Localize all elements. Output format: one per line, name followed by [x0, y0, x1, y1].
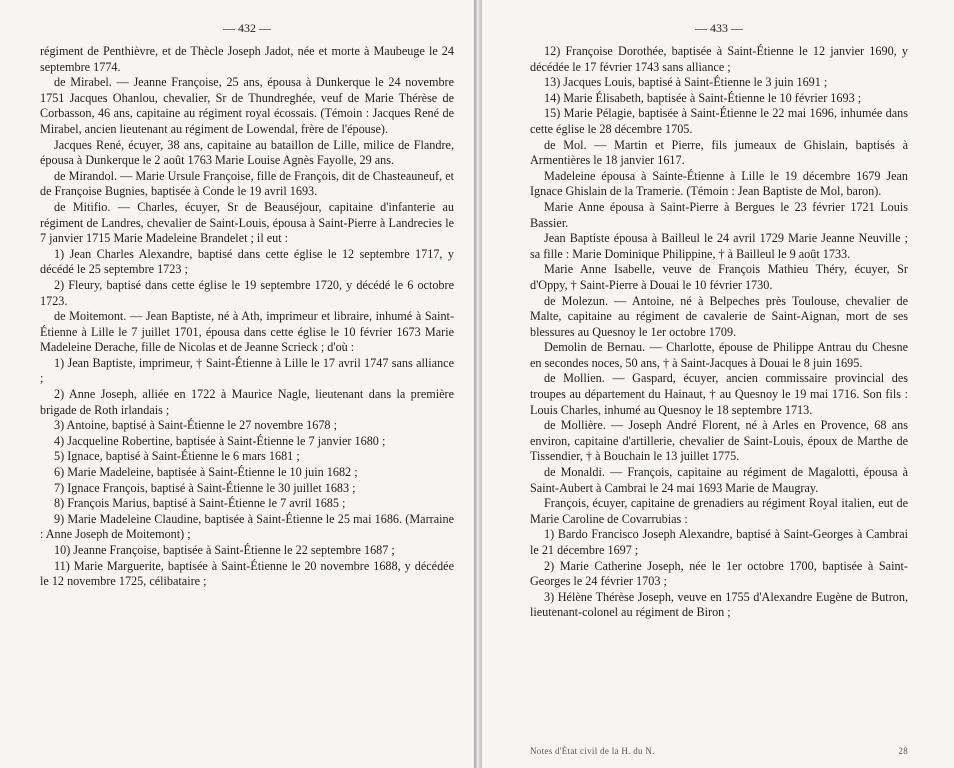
list-item: 8) François Marius, baptisé à Saint-Étienne le 7 avril 1685 ;	[54, 496, 346, 511]
list-item: 11) Marie Marguerite, baptisée à Saint-Étienne le 20 novembre 1688, y décédée le 12 novembre 1725, célibataire ;	[40, 558, 454, 589]
list-item: 1) Jean Charles Alexandre, baptisé dans cette église le 12 septembre 1717, y décédé le 25 septembre 1723 ;	[40, 246, 454, 277]
paragraph: Marie Anne épousa à Saint-Pierre à Bergues le 23 février 1721 Louis Bassier.	[530, 199, 908, 230]
paragraph: de Mollien. — Gaspard, écuyer, ancien commissaire provincial des troupes au département du Hainaut, † au Quesnoy le 19 mai 1716. Son fils : Louis Charles, inhumé au Quesnoy le 18 septembre 1713.	[530, 371, 908, 417]
page-number: — 432 —	[223, 21, 271, 35]
paragraph: de Mollière. — Joseph André Florent, né à Arles en Provence, 68 ans environ, capitaine d'artillerie, chevalier de Saint-Louis, époux de Marthe de Tissendier, † à Bouchain le 13 juillet 1775.	[530, 418, 908, 464]
footer-note: Notes d'État civil de la H. du N.	[530, 746, 655, 756]
paragraph: Marie Anne Isabelle, veuve de François Mathieu Théry, écuyer, Sr d'Oppy, † Saint-Pierre à Douai le 10 février 1730.	[530, 262, 908, 292]
paragraph: Jean Baptiste épousa à Bailleul le 24 avril 1729 Marie Jeanne Neuville ; sa fille : Marie Dominique Philippine, † à Bailleul le 9 août 1733.	[530, 231, 908, 261]
paragraph: de Mol. — Martin et Pierre, fils jumeaux de Ghislain, baptisés à Armentières le 18 janvier 1617.	[530, 137, 908, 168]
list-item: 2) Fleury, baptisé dans cette église le 19 septembre 1720, y décédé le 6 octobre 1723.	[40, 277, 454, 308]
list-item: 7) Ignace François, baptisé à Saint-Étienne le 30 juillet 1683 ;	[54, 480, 356, 495]
page-text	[530, 44, 908, 621]
list-item: 1) Jean Baptiste, imprimeur, † Saint-Étienne à Lille le 17 avril 1747 sans alliance ;	[40, 355, 454, 386]
paragraph: de Moitemont. — Jean Baptiste, né à Ath, imprimeur et libraire, inhumé à Saint-Étienne à Lille le 7 juillet 1701, épousa dans cette église le 10 février 1673 Marie Madeleine Derache, fille de Nicolas et de Jeanne Scrieck ; d'où :	[40, 309, 454, 355]
page-number: — 433 —	[695, 21, 743, 35]
list-item: 9) Marie Madeleine Claudine, baptisée à Saint-Étienne le 25 mai 1686. (Marraine : Anne Joseph de Moitemont) ;	[40, 511, 454, 542]
paragraph: de Mirandol. — Marie Ursule Françoise, fille de François, dit de Chasteauneuf, et de Françoise Bugnies, baptisée à Conde le 19 avril 1693.	[40, 168, 454, 199]
list-item: 1) Bardo Francisco Joseph Alexandre, baptisé à Saint-Georges à Cambrai le 21 décembre 1697 ;	[530, 527, 908, 557]
list-item: 3) Hélène Thérèse Joseph, veuve en 1755 d'Alexandre Eugène de Butron, lieutenant-colonel au régiment de Biron ;	[530, 589, 908, 620]
list-item: 14) Marie Élisabeth, baptisée à Saint-Étienne le 10 février 1693 ;	[544, 90, 862, 105]
book-gutter	[474, 0, 482, 768]
left-page	[0, 0, 474, 768]
paragraph: Demolin de Bernau. — Charlotte, épouse de Philippe Antrau du Chesne en secondes noces, 50 ans, † à Saint-Jacques à Douai le 8 juin 1695.	[530, 340, 908, 370]
list-item: 4) Jacqueline Robertine, baptisée à Saint-Étienne le 7 janvier 1680 ;	[54, 433, 386, 448]
paragraph: Madeleine épousa à Sainte-Étienne à Lille le 19 décembre 1679 Jean Ignace Ghislain de la Tramerie. (Témoin : Jean Baptiste de Mol, baron).	[530, 168, 908, 199]
list-item: 12) Françoise Dorothée, baptisée à Saint-Étienne le 12 janvier 1690, y décédée le 17 février 1743 sans alliance ;	[530, 44, 908, 74]
list-item: 13) Jacques Louis, baptisé à Saint-Étienne le 3 juin 1691 ;	[544, 75, 828, 90]
paragraph: de Molezun. — Antoine, né à Belpeches près Toulouse, chevalier de Malte, capitaine au régiment de cavalerie de Saint-Aignan, mort de ses blessures au Quesnoy le 1er octobre 1709.	[530, 293, 908, 339]
paragraph: de Monaldi. — François, capitaine au régiment de Magalotti, épousa à Saint-Aubert à Cambrai le 24 mai 1693 Marie de Maugray.	[530, 465, 908, 495]
paragraph: François, écuyer, capitaine de grenadiers au régiment Royal italien, eut de Marie Caroline de Covarrubias :	[530, 496, 908, 526]
list-item: 10) Jeanne Françoise, baptisée à Saint-Étienne le 22 septembre 1687 ;	[54, 543, 395, 557]
list-item: 2) Marie Catherine Joseph, née le 1er octobre 1700, baptisée à Saint-Georges le 24 février 1703 ;	[530, 558, 908, 589]
list-item: 2) Anne Joseph, alliée en 1722 à Maurice Nagle, lieutenant dans la première brigade de Roth irlandais ;	[40, 387, 454, 417]
paragraph: de Mitifio. — Charles, écuyer, Sr de Beauséjour, capitaine d'infanterie au régiment de Landres, chevalier de Saint-Louis, épousa à Saint-Pierre à Landrecies le 7 janvier 1715 Marie Madeleine Brandelet ; il eut :	[40, 199, 454, 246]
paragraph: Jacques René, écuyer, 38 ans, capitaine au bataillon de Lille, milice de Flandre, épousa à Dunkerque le 2 août 1763 Marie Louise Agnès Fayolle, 29 ans.	[40, 137, 454, 168]
paragraph: régiment de Penthièvre, et de Thècle Joseph Jadot, née et morte à Maubeuge le 24 septembre 1774.	[40, 44, 454, 74]
list-item: 3) Antoine, baptisé à Saint-Étienne le 27 novembre 1678 ;	[54, 418, 337, 433]
signature-mark: 28	[898, 746, 908, 756]
paragraph: de Mirabel. — Jeanne Françoise, 25 ans, épousa à Dunkerque le 24 novembre 1751 Jacques Ohanlou, chevalier, Sr de Thundreghée, veuf de Marie Thérèse de Corbasson, 46 ans, capitaine au régiment royal écossais. (Témoin : Jacques René de Mirabel, ancien lieutenant au régiment de Lowendal, frère de l'épouse).	[40, 75, 454, 136]
list-item: 15) Marie Pélagie, baptisée à Saint-Étienne le 22 mai 1696, inhumée dans cette église le 28 décembre 1705.	[530, 106, 908, 136]
list-item: 6) Marie Madeleine, baptisée à Saint-Étienne le 10 juin 1682 ;	[54, 465, 358, 480]
list-item: 5) Ignace, baptisé à Saint-Étienne le 6 mars 1681 ;	[54, 449, 300, 464]
page-text	[40, 44, 454, 590]
right-page	[482, 0, 954, 768]
